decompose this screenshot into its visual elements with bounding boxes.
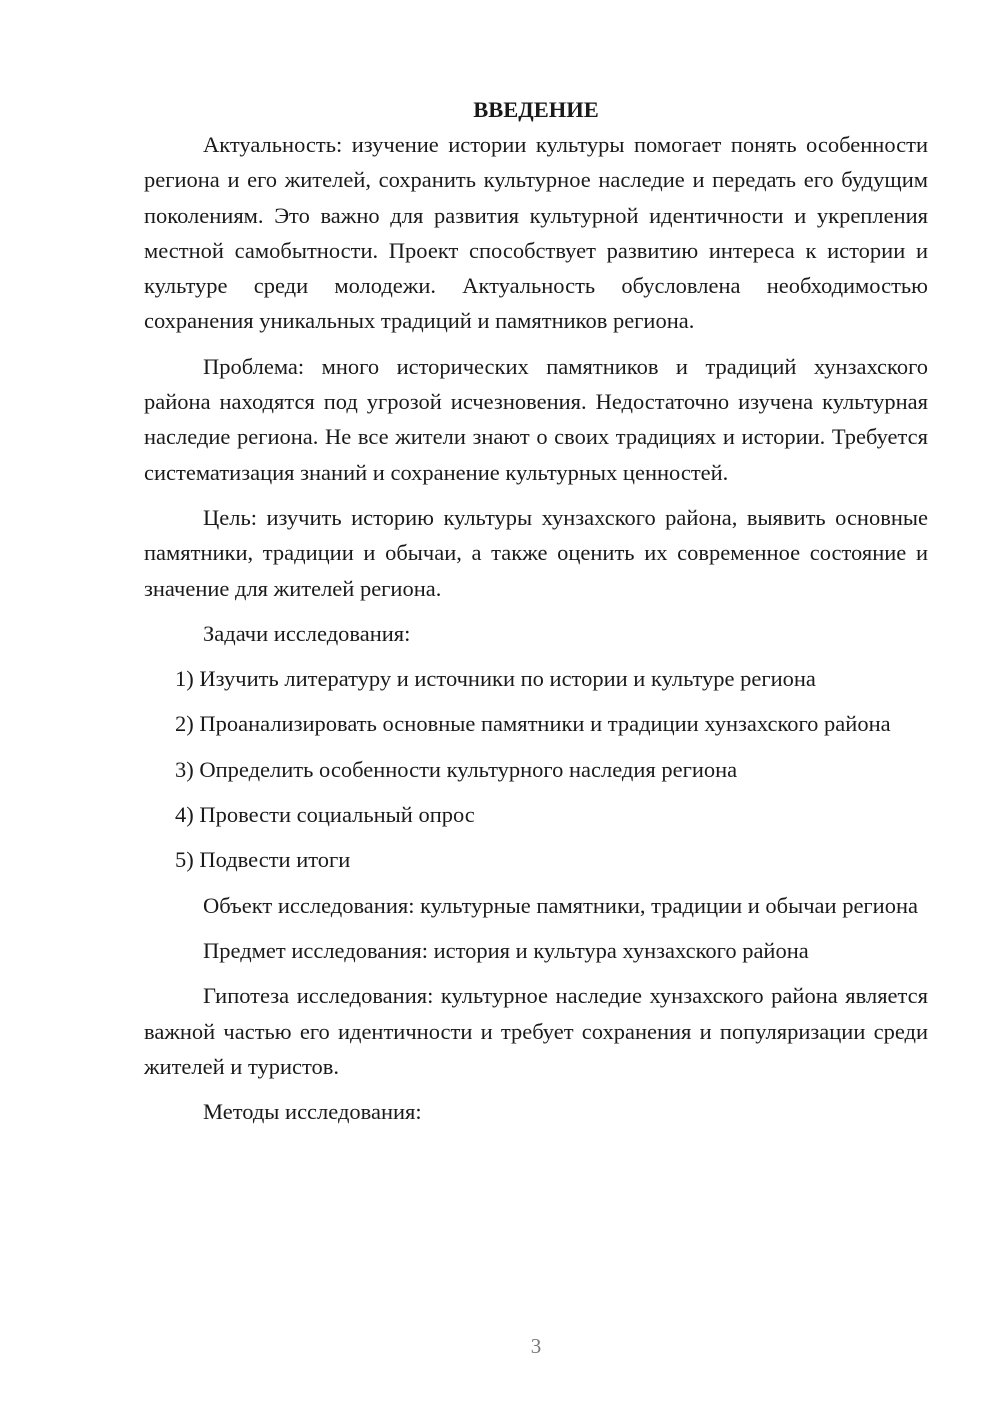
page-number: 3 — [530, 1334, 542, 1358]
problem-paragraph: Проблема: много исторических памятников и традиций хунзахского района находятся под угрозой исчезновения. Недостаточно изучена культурная наследие региона. Не все жители знают о своих традициях и истории. Требуется систематизация знаний и сохранение культурных ценностей. — [144, 353, 928, 485]
tasks-heading: Задачи исследования: — [203, 620, 411, 646]
page-title: ВВЕДЕНИЕ — [473, 97, 599, 122]
task-item: 2) Проанализировать основные памятники и традиции хунзахского района — [175, 711, 891, 737]
goal-paragraph: Цель: изучить историю культуры хунзахского района, выявить основные памятники, традиции и обычаи, а также оценить их современное состояние и значение для жителей региона. — [144, 504, 928, 601]
task-item: 4) Провести социальный опрос — [175, 802, 475, 828]
task-item: 5) Подвести итоги — [175, 847, 351, 873]
methods-heading: Методы исследования: — [203, 1099, 422, 1125]
subject-paragraph: Предмет исследования: история и культура хунзахского района — [203, 937, 809, 963]
document-page — [144, 95, 928, 1139]
task-item: 1) Изучить литературу и источники по истории и культуре региона — [175, 666, 816, 692]
hypothesis-paragraph: Гипотеза исследования: культурное наследие хунзахского района является важной частью его идентичности и требует сохранения и популяризации среди жителей и туристов. — [144, 983, 928, 1079]
object-paragraph: Объект исследования: культурные памятники, традиции и обычаи региона — [203, 892, 918, 918]
relevance-paragraph: Актуальность: изучение истории культуры помогает понять особенности региона и его жителей, сохранить культурное наследие и передать его будущим поколениям. Это важно для развития культурной идентичности и укрепления местной самобытности. Проект способствует развитию интереса к истории и культуре среди молодежи. Актуальность обусловлена необходимостью сохранения уникальных традиций и памятников региона. — [144, 132, 928, 334]
task-item: 3) Определить особенности культурного наследия региона — [175, 756, 738, 782]
